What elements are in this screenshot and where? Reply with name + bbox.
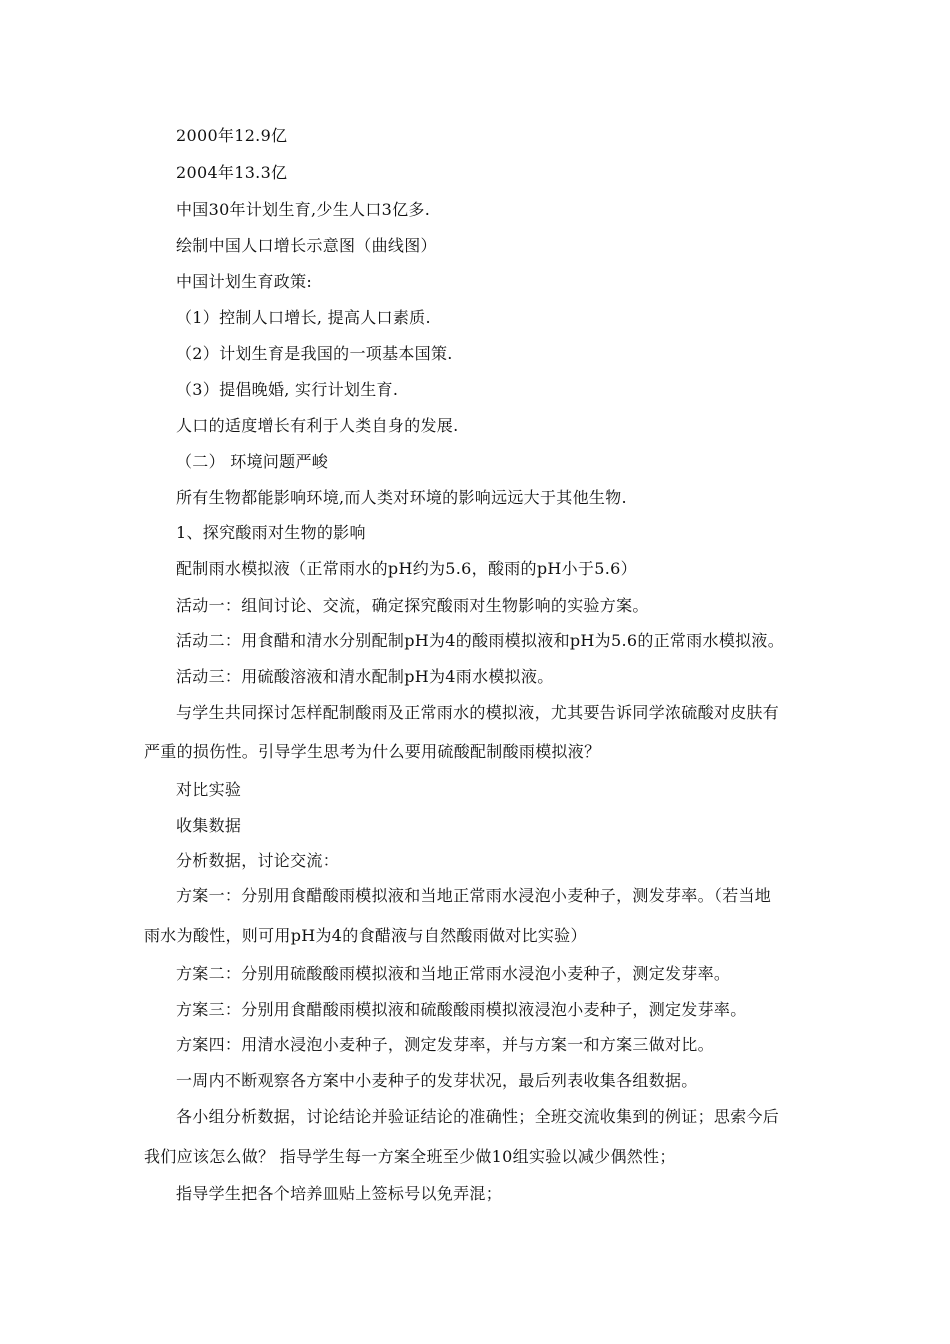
text-line: （3）提倡晚婚, 实行计划生育. [176, 380, 399, 399]
text-line: （2）计划生育是我国的一项基本国策. [176, 344, 453, 363]
text-line: 分析数据，讨论交流： [176, 851, 340, 870]
text-line: 我们应该怎么做？ 指导学生每一方案全班至少做10组实验以减少偶然性； [144, 1147, 676, 1166]
text-line: 所有生物都能影响环境,而人类对环境的影响远远大于其他生物. [176, 488, 627, 507]
text-line: 雨水为酸性，则可用pH为4的食醋液与自然酸雨做对比实验） [144, 926, 587, 945]
text-line: 各小组分析数据，讨论结论并验证结论的准确性；全班交流收集到的例证；思索今后 [176, 1107, 780, 1126]
text-line: 2000年12.9亿 [176, 126, 288, 145]
text-line: 中国计划生育政策: [176, 272, 313, 291]
text-line: 一周内不断观察各方案中小麦种子的发芽状况，最后列表收集各组数据。 [176, 1071, 698, 1090]
text-line: 活动三：用硫酸溶液和清水配制pH为4雨水模拟液。 [176, 667, 554, 686]
text-line: 对比实验 [176, 780, 242, 799]
text-line: 收集数据 [176, 816, 242, 835]
text-line: 方案四：用清水浸泡小麦种子，测定发芽率，并与方案一和方案三做对比。 [176, 1035, 714, 1054]
text-line: 中国30年计划生育,少生人口3亿多. [176, 200, 431, 219]
text-line: 与学生共同探讨怎样配制酸雨及正常雨水的模拟液，尤其要告诉同学浓硫酸对皮肤有 [176, 703, 780, 722]
text-line: 活动二：用食醋和清水分别配制pH为4的酸雨模拟液和pH为5.6的正常雨水模拟液。 [176, 631, 785, 650]
text-line: 2004年13.3亿 [176, 163, 288, 182]
text-line: （1）控制人口增长, 提高人口素质. [176, 308, 431, 327]
subsection-heading: 1、探究酸雨对生物的影响 [176, 523, 366, 542]
text-line: 绘制中国人口增长示意图（曲线图） [176, 236, 437, 255]
section-heading: （二） 环境问题严峻 [176, 452, 329, 471]
text-line: 方案二：分别用硫酸酸雨模拟液和当地正常雨水浸泡小麦种子，测定发芽率。 [176, 964, 731, 983]
text-line: 人口的适度增长有利于人类自身的发展. [176, 416, 459, 435]
text-line: 严重的损伤性。引导学生思考为什么要用硫酸配制酸雨模拟液？ [144, 742, 601, 761]
text-line: 方案一：分别用食醋酸雨模拟液和当地正常雨水浸泡小麦种子，测发芽率。（若当地 [176, 886, 772, 905]
text-line: 活动一：组间讨论、交流，确定探究酸雨对生物影响的实验方案。 [176, 596, 649, 615]
text-line: 方案三：分别用食醋酸雨模拟液和硫酸酸雨模拟液浸泡小麦种子，测定发芽率。 [176, 1000, 747, 1019]
text-line: 指导学生把各个培养皿贴上签标号以免弄混； [176, 1184, 503, 1203]
text-line: 配制雨水模拟液（正常雨水的pH约为5.6，酸雨的pH小于5.6） [176, 559, 637, 578]
